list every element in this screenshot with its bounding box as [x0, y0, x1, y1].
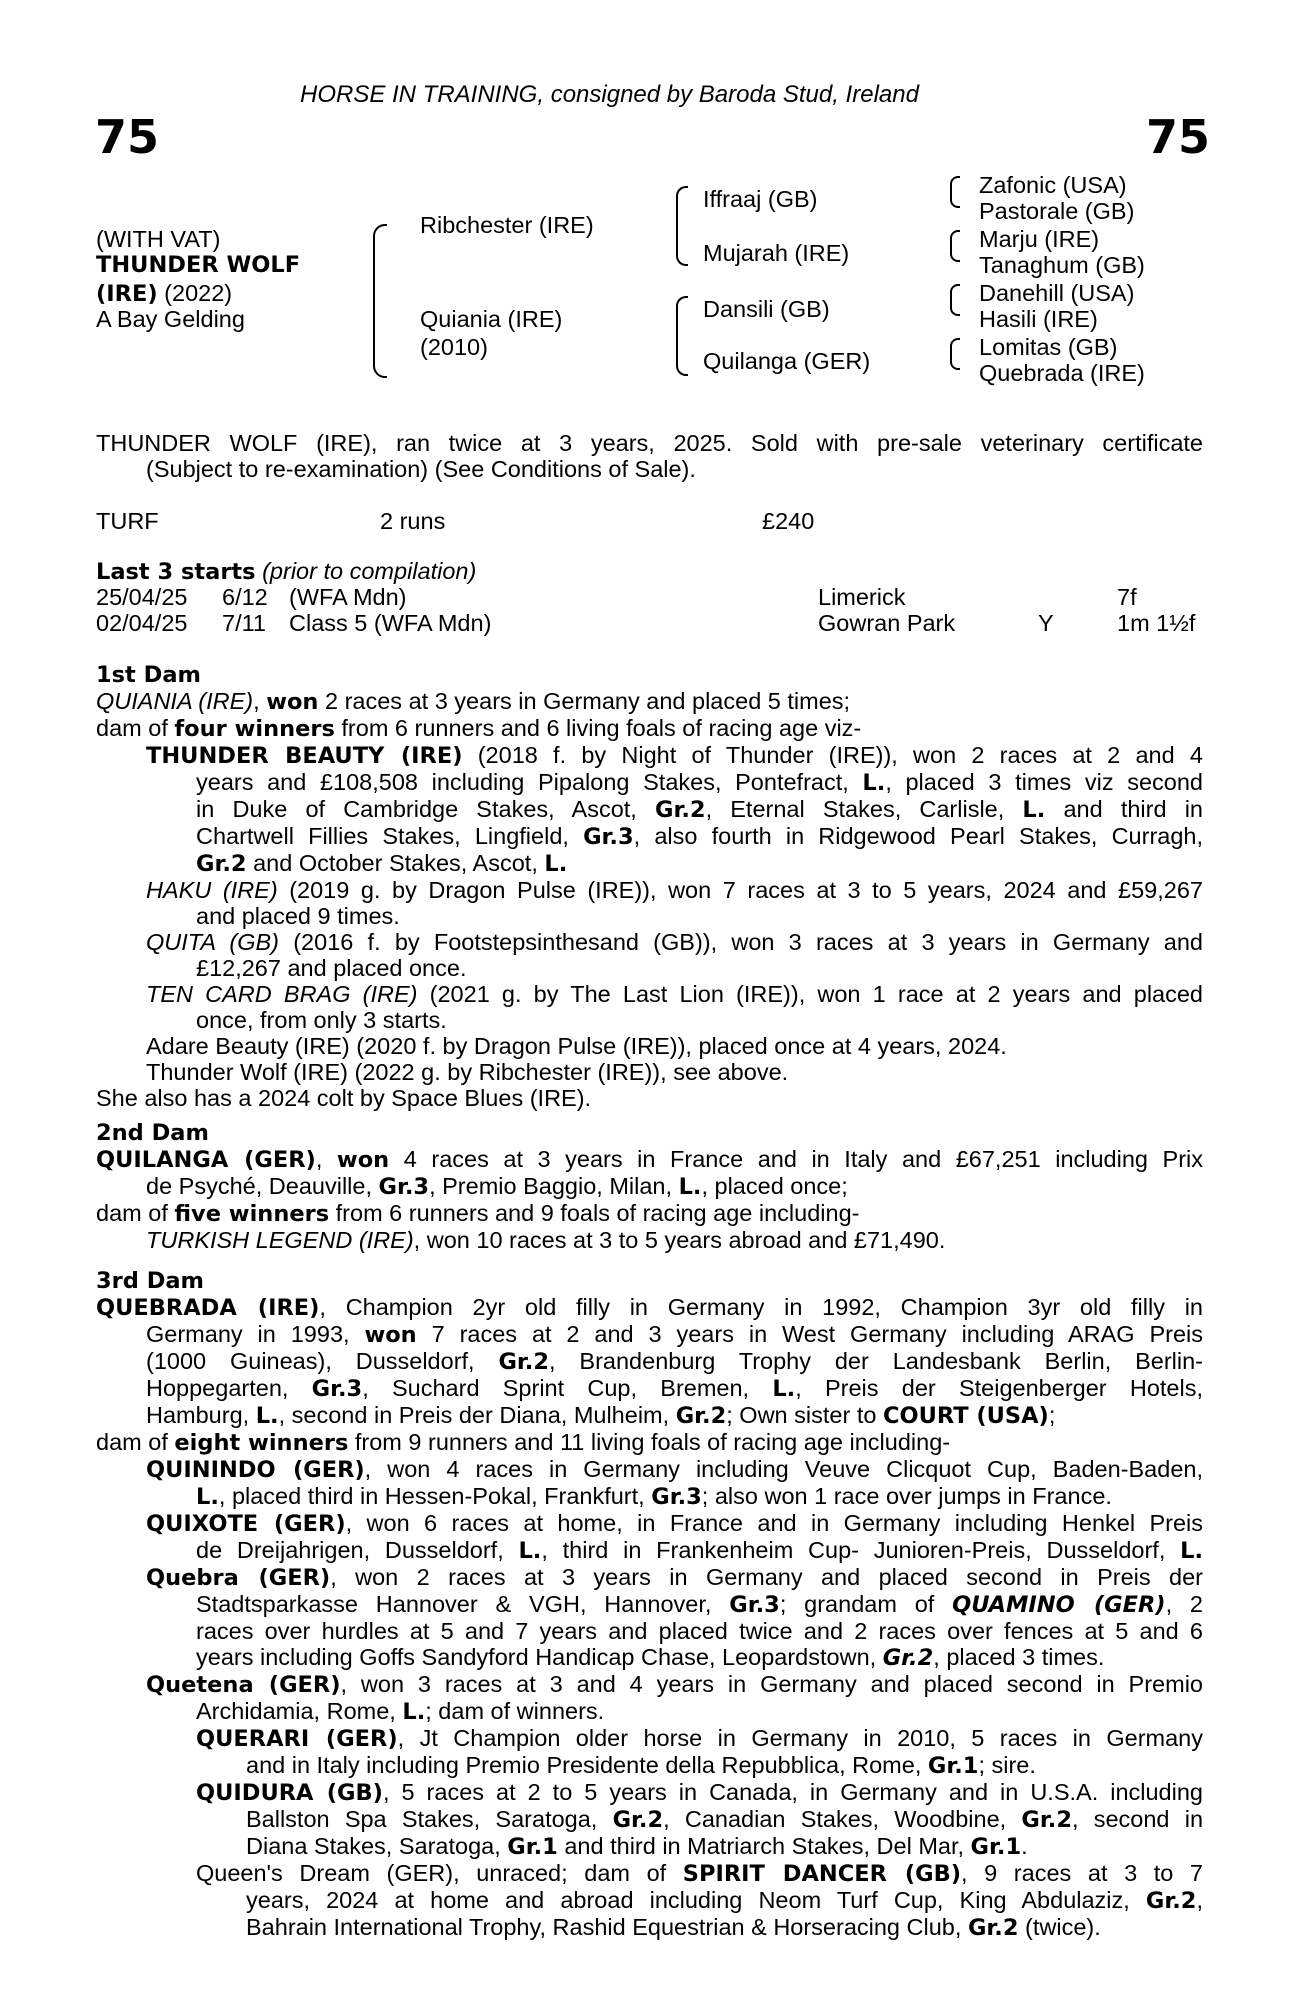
- offspring-line: Diana Stakes, Saratoga, Gr.1 and third in Matriarch Stakes, Del Mar, Gr.1.: [246, 1833, 1028, 1860]
- offspring-line: HAKU (IRE) (2019 g. by Dragon Pulse (IRE)), won 7 races at 3 to 5 years, 2024 and £59,267: [146, 877, 1203, 903]
- offspring-line: Quetena (GER), won 3 races at 3 and 4 years in Germany and placed second in Premio: [146, 1671, 1203, 1698]
- summary-line-1: THUNDER WOLF (IRE), ran twice at 3 years, 2025. Sold with pre-sale veterinary certificate: [96, 430, 1203, 456]
- third-dam-line: (1000 Guineas), Dusseldorf, Gr.2, Brandenburg Trophy der Landesbank Berlin, Berlin-: [146, 1348, 1204, 1375]
- offspring-line: and in Italy including Premio Presidente della Repubblica, Rome, Gr.1; sire.: [246, 1752, 1036, 1779]
- brace-1: [373, 224, 387, 378]
- summary-line-2: (Subject to re-examination) (See Conditions of Sale).: [146, 456, 696, 482]
- horse-name: THUNDER WOLF: [96, 252, 301, 278]
- start-date: 25/04/25: [96, 584, 188, 610]
- dam-sire: Dansili (GB): [703, 296, 830, 322]
- offspring-line: once, from only 3 starts.: [196, 1007, 447, 1033]
- second-dam-heading: 2nd Dam: [96, 1120, 209, 1146]
- gg-3: Marju (IRE): [979, 226, 1100, 252]
- start-distance: 7f: [1117, 584, 1137, 610]
- summary: [96, 430, 1203, 482]
- lot-number-left: 75: [95, 110, 160, 164]
- third-dam-line: Germany in 1993, won 7 races at 2 and 3 years in West Germany including ARAG Preis: [146, 1321, 1203, 1348]
- offspring-line: QUITA (GB) (2016 f. by Footstepsinthesand (GB)), won 3 races at 3 years in Germany and: [146, 929, 1203, 955]
- offspring-line: Bahrain International Trophy, Rashid Equestrian & Horseracing Club, Gr.2 (twice).: [246, 1914, 1101, 1941]
- gg-2: Pastorale (GB): [979, 198, 1135, 224]
- start-position: 7/11: [222, 610, 266, 636]
- second-dam-section: [96, 1120, 1203, 1253]
- first-dam-heading: 1st Dam: [96, 662, 201, 688]
- offspring-line: years including Goffs Sandyford Handicap Chase, Leopardstown, Gr.2, placed 3 times.: [196, 1644, 1105, 1671]
- dam-dam: Quilanga (GER): [703, 348, 871, 374]
- gg-8: Quebrada (IRE): [979, 360, 1145, 386]
- turf-label: TURF: [96, 508, 159, 534]
- offspring-line: Gr.2 and October Stakes, Ascot, L.: [196, 850, 568, 877]
- start-course: Limerick: [818, 584, 906, 610]
- brace-5: [950, 230, 960, 262]
- third-dam-line: QUEBRADA (IRE), Champion 2yr old filly in Germany in 1992, Champion 3yr old filly in: [96, 1294, 1203, 1321]
- horse-name-suffix: (IRE) (2022): [96, 280, 233, 307]
- start-race: (WFA Mdn): [289, 584, 407, 610]
- offspring-line: Quebra (GER), won 2 races at 3 years in Germany and placed second in Preis der: [146, 1564, 1203, 1591]
- offspring-line: years, 2024 at home and abroad including Neom Turf Cup, King Abdulaziz, Gr.2,: [246, 1887, 1203, 1914]
- start-course: Gowran Park: [818, 610, 956, 636]
- brace-4: [950, 176, 960, 208]
- page-title: HORSE IN TRAINING, consigned by Baroda Stud, Ireland: [300, 81, 919, 108]
- offspring-line: races over hurdles at 5 and 7 years and placed twice and 2 races over fences at 5 and 6: [196, 1618, 1203, 1644]
- offspring-line: Ballston Spa Stakes, Saratoga, Gr.2, Canadian Stakes, Woodbine, Gr.2, second in: [246, 1806, 1204, 1833]
- start-race: Class 5 (WFA Mdn): [289, 610, 492, 636]
- vat-note: (WITH VAT): [96, 226, 221, 252]
- offspring-line: Thunder Wolf (IRE) (2022 g. by Ribchester (IRE)), see above.: [146, 1059, 789, 1085]
- dam: Quiania (IRE): [420, 306, 563, 332]
- turf-prize: £240: [762, 508, 815, 534]
- third-dam-line: dam of eight winners from 9 runners and 11 living foals of racing age including-: [96, 1429, 951, 1456]
- dam-year: (2010): [420, 334, 488, 360]
- offspring-line: QUIDURA (GB), 5 races at 2 to 5 years in Canada, in Germany and in U.S.A. including: [196, 1779, 1203, 1806]
- brace-2: [676, 186, 688, 266]
- brace-7: [950, 338, 960, 370]
- brace-6: [950, 284, 960, 316]
- offspring-line: She also has a 2024 colt by Space Blues (IRE).: [96, 1085, 592, 1111]
- offspring-line: Adare Beauty (IRE) (2020 f. by Dragon Pulse (IRE)), placed once at 4 years, 2024.: [146, 1033, 1007, 1059]
- lot-number-right: 75: [1146, 110, 1211, 164]
- offspring-line: THUNDER BEAUTY (IRE) (2018 f. by Night of Thunder (IRE)), won 2 races at 2 and 4: [146, 742, 1203, 769]
- gg-4: Tanaghum (GB): [979, 252, 1145, 278]
- first-dam-line: dam of four winners from 6 runners and 6 living foals of racing age viz-: [96, 715, 862, 742]
- offspring-line: TURKISH LEGEND (IRE), won 10 races at 3 to 5 years abroad and £71,490.: [146, 1227, 946, 1253]
- offspring-line: QUININDO (GER), won 4 races in Germany including Veuve Clicquot Cup, Baden-Baden,: [146, 1456, 1203, 1483]
- sire-sire: Iffraaj (GB): [703, 186, 818, 212]
- gg-1: Zafonic (USA): [979, 172, 1127, 198]
- offspring-line: Stadtsparkasse Hannover & VGH, Hannover, Gr.3; grandam of QUAMINO (GER), 2: [196, 1591, 1203, 1618]
- brace-3: [676, 296, 688, 376]
- first-dam-line: QUIANIA (IRE), won 2 races at 3 years in Germany and placed 5 times;: [96, 688, 851, 715]
- offspring-line: QUIXOTE (GER), won 6 races at home, in France and in Germany including Henkel Preis: [146, 1510, 1203, 1537]
- third-dam-heading: 3rd Dam: [96, 1268, 204, 1294]
- last-starts-heading: Last 3 starts (prior to compilation): [96, 558, 477, 585]
- third-dam-line: Hamburg, L., second in Preis der Diana, Mulheim, Gr.2; Own sister to COURT (USA);: [146, 1402, 1056, 1429]
- sire: Ribchester (IRE): [420, 212, 594, 238]
- start-distance: 1m 1½f: [1117, 610, 1196, 636]
- offspring-line: in Duke of Cambridge Stakes, Ascot, Gr.2, Eternal Stakes, Carlisle, L. and third in: [196, 796, 1203, 823]
- offspring-line: Archidamia, Rome, L.; dam of winners.: [196, 1698, 605, 1725]
- first-dam-section: [96, 662, 1203, 1111]
- offspring-line: de Dreijahrigen, Dusseldorf, L., third in Frankenheim Cup- Junioren-Preis, Dusseldorf, L.: [196, 1537, 1203, 1564]
- start-position: 6/12: [222, 584, 268, 610]
- second-dam-line: QUILANGA (GER), won 4 races at 3 years in France and in Italy and £67,251 including Prix: [96, 1146, 1204, 1173]
- start-flag: Y: [1038, 610, 1054, 636]
- third-dam-line: Hoppegarten, Gr.3, Suchard Sprint Cup, Bremen, L., Preis der Steigenberger Hotels,: [146, 1375, 1203, 1402]
- offspring-line: L., placed third in Hessen-Pokal, Frankfurt, Gr.3; also won 1 race over jumps in France.: [196, 1483, 1112, 1510]
- offspring-line: years and £108,508 including Pipalong Stakes, Pontefract, L., placed 3 times viz second: [196, 769, 1204, 796]
- gg-5: Danehill (USA): [979, 280, 1135, 306]
- sire-dam: Mujarah (IRE): [703, 240, 850, 266]
- offspring-line: Queen's Dream (GER), unraced; dam of SPIRIT DANCER (GB), 9 races at 3 to 7: [196, 1860, 1204, 1887]
- offspring-line: TEN CARD BRAG (IRE) (2021 g. by The Last Lion (IRE)), won 1 race at 2 years and placed: [146, 981, 1203, 1007]
- second-dam-line: de Psyché, Deauville, Gr.3, Premio Baggio, Milan, L., placed once;: [146, 1173, 848, 1200]
- offspring-line: Chartwell Fillies Stakes, Lingfield, Gr.3, also fourth in Ridgewood Pearl Stakes, Curragh,: [196, 823, 1204, 850]
- second-dam-line: dam of five winners from 6 runners and 9 foals of racing age including-: [96, 1200, 860, 1227]
- horse-description: A Bay Gelding: [96, 306, 245, 332]
- turf-runs: 2 runs: [380, 508, 446, 534]
- offspring-line: £12,267 and placed once.: [196, 955, 467, 981]
- gg-7: Lomitas (GB): [979, 334, 1118, 360]
- third-dam-section: [96, 1268, 1203, 1941]
- gg-6: Hasili (IRE): [979, 306, 1098, 332]
- offspring-line: QUERARI (GER), Jt Champion older horse in Germany in 2010, 5 races in Germany: [196, 1725, 1203, 1752]
- start-date: 02/04/25: [96, 610, 188, 636]
- offspring-line: and placed 9 times.: [196, 903, 400, 929]
